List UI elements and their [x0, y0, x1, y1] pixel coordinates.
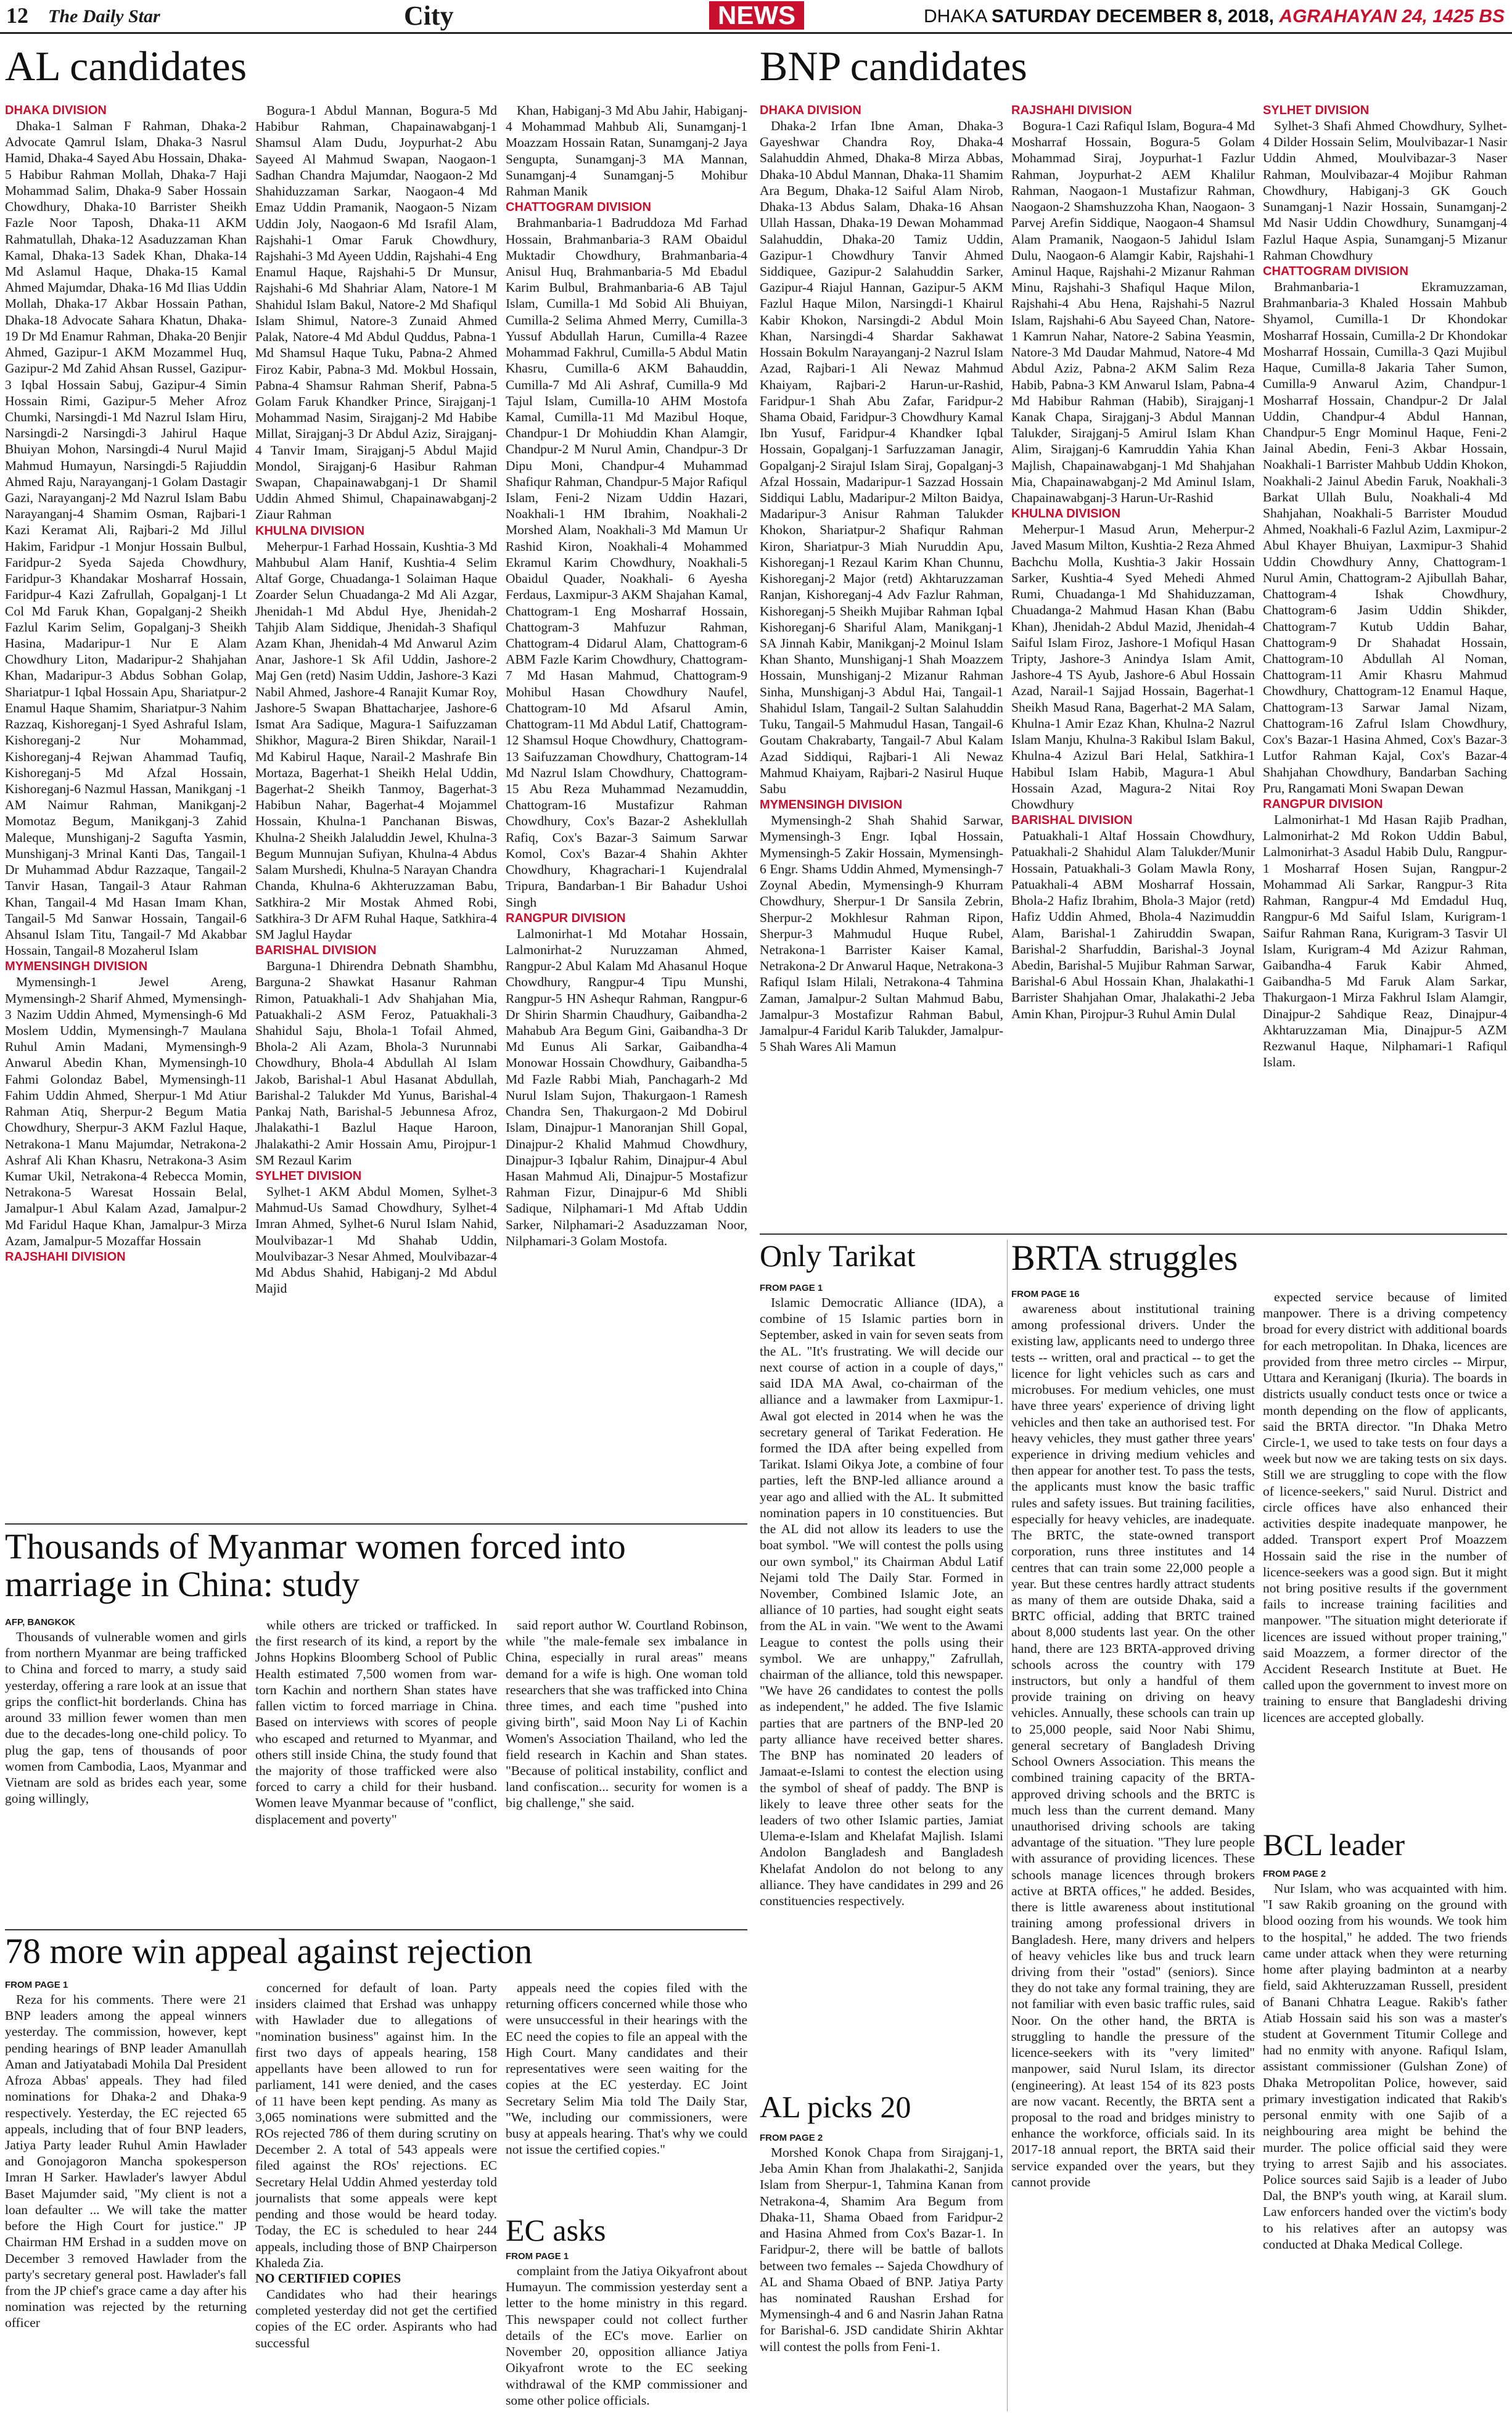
ec-headline: EC asks [506, 2213, 606, 2247]
bnp-column-1 [760, 102, 1003, 1225]
myanmar-column-2 [255, 1617, 497, 1925]
ec-column [506, 2251, 747, 2413]
candidate-list: Bogura-1 Abdul Mannan, Bogura-5 Md Habibur Rahman, Chapainawabganj-1 Shamsul Alam Dudu, Joypurhat-2 Abu Sayeed Al Mahmud Swapan, Naogaon-1 Sadhan Chandra Majumdar, Naogaon-2 Md Shahiduzzaman Sarkar, Naogaon-4 Md Emaz Uddin Pramanik, Naogaon-5 Nizam Uddin Joly, Naogaon-6 Md Israfil Alam, Rajshahi-1 Omar Faruk Chowdhury, Rajshahi-3 Md Ayeen Uddin, Rajshahi-4 Eng Enamul Haque, Rajshahi-5 Dr Munsur, Rajshahi-6 Md Shahriar Alam, Natore-1 M Shahidul Islam Bakul, Natore-2 Md Shafiqul Islam Shimul, Natore-3 Zunaid Ahmed Palak, Natore-4 Md Abdul Quddus, Pabna-1 Md Shamsul Haque Tuku, Pabna-2 Ahmed Firoz Kabir, Pabna-3 Md. Mokbul Hossain, Pabna-4 Shamsur Rahman Sherif, Pabna-5 Golam Faruk Khandker Prince, Sirajganj-1 Mohammad Nasim, Sirajganj-2 Md Habibe Millat, Sirajganj-3 Dr Abdul Aziz, Sirajganj-4 Tanvir Imam, Sirajganj-5 Abdul Majid Mondol, Sirajganj-6 Hasibur Rahman Swapan, Chapainawabganj-1 Dr Shamil Uddin Ahmed Shimul, Chapainawabganj-2 Ziaur Rahman [255, 103, 497, 522]
paper-name: The Daily Star [48, 6, 160, 27]
myanmar-byline: AFP, BANGKOK [5, 1617, 75, 1628]
dateline-city: DHAKA [923, 6, 987, 27]
division-heading: DHAKA DIVISION [760, 104, 861, 117]
bcl-headline: BCL leader [1263, 1827, 1405, 1862]
candidate-list: Brahmanbaria-1 Ekramuzzaman, Brahmanbaria-3 Khaled Hossain Mahbub Shyamol, Cumilla-1 Dr Khondokar Mosharraf Hossain, Cumilla-2 Dr Khondokar Mosharraf Hossain, Cumilla-3 Qazi Mujibul Haque, Cumilla-8 Jakaria Taher Sumon, Cumilla-9 Anwarul Azim, Chandpur-1 Mosharraf Hossain, Chandpur-2 Dr Jalal Uddin, Chandpur-4 Abdul Hannan, Chandpur-5 Engr Mominul Haque, Feni-2 Jainal Abedin, Feni-3 Akbar Hossain, Noakhali-1 Barrister Mahbub Uddin Khokon, Noakhali-2 Jainul Abedin Faruk, Noakhali-3 Barkat Ullah Bulu, Noakhali-4 Md Shahjahan, Noakhali-5 Barrister Moudud Ahmed, Noakhali-6 Fazlul Azim, Laxmipur-2 Abul Khayer Bhuiyan, Laxmipur-3 Shahid Uddin Chowdhury Anny, Chattogram-1 Nurul Amin, Chattogram-2 Ajibullah Bahar, Chattogram-4 Ishak Chowdhury, Chattogram-6 Jasim Uddin Shikder, Chattogram-7 Kutub Uddin Bahar, Chattogram-9 Dr Shahadat Hossain, Chattogram-10 Abdullah Al Noman, Chattogram-11 Amir Khasru Mahmud Chowdhury, Chattogram-12 Enamul Haque, Chattogram-13 Sarwar Jamal Nizam, Chattogram-16 Zafrul Islam Chowdhury, Cox's Bazar-1 Hasina Ahmed, Cox's Bazar-3 Lutfor Rahman Kajal, Cox's Bazar-4 Shahjahan Chowdhury, Bandarban Saching Pru, Rangamati Moni Swapan Dewan [1263, 279, 1507, 796]
division-heading: KHULNA DIVISION [255, 524, 365, 538]
appeal-column-1 [5, 1980, 247, 2411]
dateline-day: SATURDAY DECEMBER 8, 2018, [992, 6, 1274, 27]
bcl-from-page: FROM PAGE 2 [1263, 1869, 1326, 1879]
division-heading: SYLHET DIVISION [1263, 104, 1370, 117]
alpicks-text: Morshed Konok Chapa from Sirajganj-1, Jeba Amin Khan from Jhalakathi-2, Sanjida Islam from Sherpur-1, Tahmina Kanan from Netrakona-4, Shamim Ara Begum from Dhaka-11, Shama Obaed from Faridpur-2 and Hasina Ahmed from Cox's Bazar-1. In Faridpur-2, there will be battle of ballots between two females -- Sajeda Chowdhury of AL and Shama Obaed of BNP. Jatiya Party has nominated Raushan Ershad for Mymensingh-4 and 6 and Nasrin Jahan Ratna for Barishal-6. JSD candidate Shirin Akhtar will contest the polls from Feni-1. [760, 2145, 1003, 2354]
appeal-column-3 [506, 1980, 747, 2208]
myanmar-headline: Thousands of Myanmar women forced into marriage in China: study [5, 1526, 626, 1604]
candidate-list: Bogura-1 Cazi Rafiqul Islam, Bogura-4 Md Mosharraf Hossain, Bogura-5 Golam Mohammad Siraj, Joypurhat-1 Fazlur Rahman, Joypurhat-2 AEM Khalilur Rahman, Naogaon-1 Mustafizur Rahman, Naogaon-2 Shamshuzzoha Khan, Naogaon- 3 Parvej Arefin Siddique, Naogaon-4 Shamsul Alam Pramanik, Naogaon-5 Jahidul Islam Dulu, Naogaon-6 Alamgir Kabir, Rajshahi-1 Aminul Haque, Rajshahi-2 Mizanur Rahman Minu, Rajshahi-3 Shafiqul Haque Milon, Rajshahi-4 Abu Hena, Rajshahi-5 Nazrul Islam, Rajshahi-6 Abu Sayeed Chan, Natore-1 Kamrun Nahar, Natore-2 Sabina Yeasmin, Natore-3 Md Daudar Mahmud, Natore-4 Md Abdul Aziz, Pabna-2 AKM Salim Reza Habib, Pabna-3 KM Anwarul Islam, Pabna-4 Md Habibur Rahman (Habib), Sirajganj-1 Kanak Chapa, Sirajganj-3 Abdul Mannan Talukder, Sirajganj-5 Amirul Islam Khan Alim, Sirajganj-6 Kamruddin Yahia Khan Majlish, Chapainawabganj-1 Md Shahjahan Mia, Chapainawabganj-2 Md Aminul Islam, Chapainawabganj-3 Harun-Ur-Rashid [1011, 118, 1255, 506]
column-rule [1007, 1240, 1008, 2411]
bnp-headline: BNP candidates [760, 43, 1027, 89]
tarikat-column [760, 1283, 1003, 2085]
divider [760, 1233, 1507, 1235]
brta-text-1: awareness about institutional training among professional drivers. Under the existing law, applicants need to undergo three tests -- written, oral and practical -- to get the licence for light vehicles such as cars and microbuses. For medium vehicles, one must have three years' experience of driving light vehicles and then take an authorised test. For heavy vehicles, they must gather three years' experience in driving medium vehicles and then appear for another test. To pass the tests, the applicants must know the basic traffic rules and safety issues. But training facilities, especially for heavy vehicles, are inadequate. The BRTC, the state-owned transport corporation, runs three institutes and 14 centres that can train some 22,000 people a year. But these centres hardly attract students as many of them are outside Dhaka, said a BRTC official, adding that BRTC trained about 8,000 students last year. On the other hand, there are 123 BRTA-approved driving schools across the country with 179 instructors, but only a handful of them provide training on driving on heavy vehicles. Annually, these schools can train up to 25,000 people, said Noor Nabi Shimu, general secretary of Bangladesh Driving School Owners Association. This means the combined training capacity of the BRTA-approved driving schools and the BRTC is much less than the current demand. Many unauthorised driving schools are taking advantage of the situation. "They lure people with assurance of providing licences. These schools manage licences through brokers active at BRTA offices," he added. Besides, there is little awareness about institutional training among professional drivers in Bangladesh. Here, many drivers and helpers of heavy vehicles like bus and truck learn driving from their "ostad" (seniors). Since they do not take any formal training, they are not familiar with even basic traffic rules, said Noor. On the other hand, the BRTA is struggling to handle the pressure of the licence-seekers with its "very limited" manpower, said Nurul Islam, its director (engineering). At least 154 of its 823 posts are now vacant. Recently, the BRTA sent a proposal to the road and bridges ministry to enhance the workforce, officials said. In its 2017-18 annual report, the BRTA said their service expanded over the years, but they cannot provide [1011, 1301, 1255, 2189]
division-heading: MYMENSINGH DIVISION [760, 798, 903, 812]
dateline [924, 6, 1505, 27]
brta-from-page: FROM PAGE 16 [1011, 1289, 1080, 1299]
tarikat-from-page: FROM PAGE 1 [760, 1283, 823, 1293]
candidate-list: Sylhet-3 Shafi Ahmed Chowdhury, Sylhet-4 Dilder Hossain Selim, Moulvibazar-1 Nasir Uddin Ahmed, Moulvibazar-3 Naser Rahman, Moulvibazar-4 Mojibur Rahman Chowdhury, Habiganj-3 GK Gouch Sunamganj-1 Nazir Hossain, Sunamganj-2 Md Nasir Uddin Chowdhury, Sunamganj-4 Fazlul Haque Aspia, Sunamganj-5 Mizanur Rahman Chowdhury [1263, 118, 1507, 263]
dateline-bangla: AGRAHAYAN 24, 1425 BS [1279, 6, 1505, 27]
division-heading: DHAKA DIVISION [5, 104, 107, 117]
candidate-list: Meherpur-1 Farhad Hossain, Kushtia-3 Md Mahbubul Alam Hanif, Kushtia-4 Selim Altaf Gorge, Chuadanga-1 Solaiman Haque Zoarder Selun Chuadanga-2 Md Ali Azgar, Jhenidah-1 Md Abdul Hye, Jhenidah-2 Tahjib Alam Siddique, Jhenidah-3 Shafiqul Azam Khan, Jhenidah-4 Md Anwarul Azim Anar, Jashore-1 Sk Afil Uddin, Jashore-2 Maj Gen (retd) Nasim Uddin, Jashore-3 Kazi Nabil Ahmed, Jashore-4 Ranajit Kumar Roy, Jashore-5 Swapan Bhattacharjee, Jashore-6 Ismat Ara Sadique, Magura-1 Saifuzzaman Shikhor, Magura-2 Biren Shikdar, Narail-1 Md Kabirul Haque, Narail-2 Mashrafe Bin Mortaza, Bagerhat-1 Sheikh Helal Uddin, Bagerhat-2 Sheikh Tanmoy, Bagerhat-3 Habibun Nahar, Bagerhat-4 Mojammel Hossain, Khulna-1 Panchanan Biswas, Khulna-2 Sheikh Jalaluddin Jewel, Khulna-3 Begum Munnujan Sufiyan, Khulna-4 Abdus Salam Murshedi, Khulna-5 Narayan Chandra Chanda, Khulna-6 Akhteruzzaman Babu, Satkhira-2 Mir Mostak Ahmed Robi, Satkhira-3 Dr AFM Ruhal Haque, Satkhira-4 SM Jaglul Haydar [255, 538, 497, 942]
candidate-list: Lalmonirhat-1 Md Hasan Rajib Pradhan, Lalmonirhat-2 Md Rokon Uddin Babul, Lalmonirhat-3 Asadul Habib Dulu, Rangpur-1 Mosharraf Hosen Sujan, Rangpur-2 Mohammad Ali Sarkar, Rangpur-3 Rita Rahman, Rangpur-4 Md Emdadul Huq, Rangpur-6 Md Saiful Islam, Kurigram-1 Saifur Rahman Rana, Kurigram-3 Tasvir Ul Islam, Kurigram-4 Md Azizur Rahman, Gaibandha-4 Faruk Kabir Ahmed, Gaibandha-5 Md Faruk Alam Sarkar, Thakurgaon-1 Mirza Fakhrul Islam Alamgir, Dinajpur-2 Sahdique Reaz, Dinajpur-4 Akhtaruzzaman Mia, Dinajpur-5 AZM Rezwanul Haque, Nilphamari-1 Rafiqul Islam. [1263, 812, 1507, 1070]
division-heading: RANGPUR DIVISION [506, 911, 626, 925]
al-headline: AL candidates [5, 43, 247, 89]
page-number: 12 [6, 3, 28, 28]
appeal-text-2b: Candidates who had their hearings completed yesterday did not get the certified copies of the EC order. Aspirants who had successful [255, 2286, 497, 2350]
ec-from-page: FROM PAGE 1 [506, 2251, 569, 2262]
al-column-2 [255, 102, 497, 1515]
candidate-list: Brahmanbaria-1 Badruddoza Md Farhad Hossain, Brahmanbaria-3 RAM Obaidul Muktadir Chowdhury, Brahmanbaria-4 Anisul Huq, Brahmanbaria-5 Md Ebadul Karim Bulbul, Brahmanbaria-6 AB Tajul Islam, Cumilla-1 Md Sobid Ali Bhuiyan, Cumilla-2 Selima Ahmed Merry, Cumilla-3 Yussuf Abdullah Harun, Cumilla-4 Razee Mohammad Fakhrul, Cumilla-5 Abdul Matin Khasru, Cumilla-6 AKM Bahauddin, Cumilla-7 Md Ali Ashraf, Cumilla-9 Md Tajul Islam, Cumilla-10 AHM Mostofa Kamal, Cumilla-11 Md Mazibul Hoque, Chandpur-1 Dr Mohiuddin Khan Alamgir, Chandpur-2 M Nurul Amin, Chandpur-3 Dr Dipu Moni, Chandpur-4 Muhammad Shafiqur Rahman, Chandpur-5 Major Rafiqul Islam, Feni-2 Nizam Uddin Hazari, Noakhali-1 HM Ibrahim, Noakhali-2 Morshed Alam, Noakhali-3 Md Mamun Ur Rashid Kiron, Noakhali-4 Mohammed Ekramul Karim Chowdhury, Noakhali-5 Obaidul Quader, Noakhali- 6 Ayesha Ferdaus, Laxmipur-3 AKM Shajahan Kamal, Chattogram-1 Eng Mosharraf Hossain, Chattogram-3 Mahfuzur Rahman, Chattogram-4 Didarul Alam, Chattogram-6 ABM Fazle Karim Chowdhury, Chattogram-7 Md Hasan Mahmud, Chattogram-9 Mohibul Hasan Chowdhury Naufel, Chattogram-10 Md Afsarul Amin, Chattogram-11 Md Abdul Latif, Chattogram-12 Shamsul Hoque Chowdhury, Chattogram-13 Saifuzzaman Chowdhury, Chattogram-14 Md Nazrul Islam Chowdhury, Chattogram-15 Abu Reza Muhammad Nezamuddin, Chattogram-16 Mustafizur Rahman Chowdhury, Cox's Bazar-2 Asheklullah Rafiq, Cox's Bazar-3 Saimum Sarwar Komol, Cox's Bazar-4 Shahin Akhter Chowdhury, Khagrachari-1 Kujendralal Tripura, Bandarban-1 Bir Bahadur Ushoi Singh [506, 215, 747, 910]
appeal-text-1: Reza for his comments. There were 21 BNP leaders among the appeal winners yesterday. The commission, however, kept pending hearings of BNP leader Amanullah Aman and Jatiyatabadi Mohila Dal President Afroza Abbas' appeals. They had filed nominations for Dhaka-2 and Dhaka-9 respectively. Yesterday, the EC rejected 65 appeals, including that of four BNP leaders, Jatiya Party leader Ruhul Amin Hawlader and Gonojagoron Mancha spokesperson Imran H Sarker. Hawlader's lawyer Abdul Baset Majumder said, "My client is not a loan defaulter ... We will take the matter before the High Court for justice." JP Chairman HM Ershad in a sudden move on December 3 removed Hawlader from the party's secretary general post. Hawlader's fall from the JP chief's grace came a day after his nomination was rejected by the returning officer [5, 1992, 247, 2331]
appeal-subhead: NO CERTIFIED COPIES [255, 2270, 401, 2286]
division-heading: CHATTOGRAM DIVISION [1263, 264, 1408, 278]
appeal-column-2 [255, 1980, 497, 2411]
alpicks-from-page: FROM PAGE 2 [760, 2133, 823, 2143]
bnp-column-2 [1011, 102, 1255, 1225]
appeal-text-2: concerned for default of loan. Party insiders claimed that Ershad was unhappy with Hawlader due to allegations of "nomination business" against him. In the first two days of appeals hearing, 158 appellants have been allowed to run for parliament, 141 were denied, and the cases of 11 have been kept pending. As many as 3,065 nominations were submitted and the ROs rejected 786 of them during scrutiny on December 2. A total of 543 appeals were filed against the ROs' rejections. EC Secretary Helal Uddin Ahmed yesterday told journalists that some appeals were kept pending and those would be heard today. Today, the EC is scheduled to hear 244 appeals, including those of BNP Chairperson Khaleda Zia. [255, 1980, 497, 2270]
candidate-list: Lalmonirhat-1 Md Motahar Hossain, Lalmonirhat-2 Nuruzzaman Ahmed, Rangpur-2 Abul Kalam Md Ahasanul Hoque Chowdhury, Rangpur-4 Tipu Munshi, Rangpur-5 HN Ashequr Rahman, Rangpur-6 Dr Shirin Sharmin Chaudhury, Gaibandha-2 Mahabub Ara Begum Gini, Gaibandha-3 Dr Md Eunus Ali Sarkar, Gaibandha-4 Monowar Hossain Chowdhury, Gaibandha-5 Md Fazle Rabbi Miah, Panchagarh-2 Md Nurul Islam Sujon, Thakurgaon-1 Ramesh Chandra Sen, Thakurgaon-2 Md Dobirul Islam, Dinajpur-1 Manoranjan Shill Gopal, Dinajpur-2 Khalid Mahmud Chowdhury, Dinajpur-3 Iqbalur Rahim, Dinajpur-4 Abul Hasan Mahmud Ali, Dinajpur-5 Mostafizur Rahman Fizur, Dinajpur-6 Md Shibli Sadique, Nilphamari-1 Md Aftab Uddin Sarker, Nilphamari-2 Asaduzzaman Noor, Nilphamari-3 Golam Mostofa. [506, 926, 747, 1248]
candidate-list: Meherpur-1 Masud Arun, Meherpur-2 Javed Masum Milton, Kushtia-2 Reza Ahmed Bachchu Molla, Kushtia-3 Jakir Hossain Sarker, Kushtia-4 Syed Mehedi Ahmed Rumi, Chuadanga-1 Md Shahiduzzaman, Chuadanga-2 Mahmud Hasan Khan (Babu Khan), Jhenidah-2 Abdul Mazid, Jhenidah-4 Saiful Islam Firoz, Jashore-1 Mofiqul Hasan Tripty, Jashore-3 Anindya Islam Amit, Jashore-4 TS Ayub, Jashore-6 Abul Hossain Azad, Narail-1 Sajjad Hossain, Bagerhat-1 Sheikh Masud Rana, Bagerhat-2 MA Salam, Khulna-1 Amir Ezaz Khan, Khulna-2 Nazrul Islam Manju, Khulna-3 Rakibul Islam Bakul, Khulna-4 Azizul Bari Helal, Satkhira-1 Habibul Islam Habib, Magura-1 Abul Hossain Azad, Magura-2 Nitai Roy Chowdhury [1011, 522, 1255, 812]
appeal-text-3: appeals need the copies filed with the returning officers concerned while those who were unsuccessful in their hearings with the EC need the copies to file an appeal with the High Court. Many candidates and their representatives were seen waiting for the copies at the EC yesterday. EC Joint Secretary Selim Mia told The Daily Star, "We, including our commissioners, were busy at appeals hearing. That's why we could not issue the certified copies." [506, 1980, 747, 2157]
al-column-3 [506, 102, 747, 1515]
brta-column-1 [1011, 1289, 1255, 2413]
candidate-list: Sylhet-1 AKM Abdul Momen, Sylhet-3 Mahmud-Us Samad Chowdhury, Sylhet-4 Imran Ahmed, Sylhet-6 Nurul Islam Nahid, Moulvibazar-1 Md Shahab Uddin, Moulvibazar-3 Nesar Ahmed, Moulvibazar-4 Md Abdus Shahid, Habiganj-2 Md Abdul Majid [255, 1184, 497, 1296]
appeal-from-page: FROM PAGE 1 [5, 1980, 68, 1990]
brta-text-2: expected service because of limited manpower. There is a driving competency broad for every district with additional boards for each metropolitan. In Dhaka, licences are provided from three metro circles -- Mirpur, Uttara and Keraniganj (Ikuria). The boards in districts usually conduct tests once or twice a month depending on the flow of applicants, said the BRTA director. "In Dhaka Metro Circle-1, we used to take tests on four days a week but now we are taking tests on six days. Still we are struggling to cope with the flow of licence-seekers," said Nurul. District and circle offices have also enhanced their activities despite inadequate manpower, he added. Transport expert Prof Moazzem Hossain said the rise in the number of licence-seekers was a good sign. But it might not bring positive results if the government fails to increase training facilities and manpower. "The situation might deteriorate if licences are issued without proper training," said Moazzem, a former director of the Accident Research Institute at Buet. He called upon the government to invest more on training to ensure that Bangladeshi driving licences are accepted globally. [1263, 1290, 1507, 1725]
bcl-column [1263, 1869, 1507, 2413]
division-heading: BARISHAL DIVISION [255, 944, 377, 958]
al-column-1 [5, 102, 247, 1515]
division-heading: MYMENSINGH DIVISION [5, 960, 148, 974]
candidate-list: Dhaka-1 Salman F Rahman, Dhaka-2 Advocate Qamrul Islam, Dhaka-3 Nasrul Hamid, Dhaka-4 Sayed Abu Hossain, Dhaka-5 Habibur Rahman Mollah, Dhaka-7 Haji Mohammad Salim, Dhaka-9 Saber Hossain Chowdhury, Dhaka-10 Barrister Sheikh Fazle Noor Taposh, Dhaka-11 AKM Rahmatullah, Dhaka-12 Asaduzzaman Khan Kamal, Dhaka-13 Sadek Khan, Dhaka-14 Md Aslamul Haque, Dhaka-15 Kamal Ahmed Majumdar, Dhaka-16 Md Ilias Uddin Mollah, Dhaka-17 Akbar Hossain Pathan, Dhaka-18 Advocate Sahara Khatun, Dhaka-19 Dr Md Enamur Rahman, Dhaka-20 Benjir Ahmed, Gazipur-1 AKM Mozammel Huq, Gazipur-2 Md Zahid Ahsan Russel, Gazipur-3 Iqbal Hossain Sabuj, Gazipur-4 Simin Hossain Rimi, Gazipur-5 Meher Afroz Chumki, Narsingdi-1 Md Nazrul Islam Hiru, Narsingdi-2 Narsingdi-3 Jahirul Haque Bhuiyan Mohon, Narsingdi-4 Nurul Majid Mahmud Humayun, Narsingdi-5 Rajiuddin Ahmed Raju, Narayanganj-1 Golam Dastagir Gazi, Narayanganj-2 Md Nazrul Islam Babu Narayanganj-4 Shamim Osman, Rajbari-1 Kazi Keramat Ali, Rajbari-2 Md Jillul Hakim, Faridpur -1 Monjur Hossain Bulbul, Faridpur-2 Syeda Sajeda Chowdhury, Faridpur-3 Khandakar Mosharraf Hossain, Faridpur-4 Kazi Zafrullah, Gopalganj-1 Lt Col Md Faruk Khan, Gopalganj-2 Sheikh Fazlul Karim Selim, Gopalganj-3 Sheikh Hasina, Madaripur-1 Nur E Alam Chowdhury Liton, Madaripur-2 Shahjahan Khan, Madaripur-3 Abdus Sobhan Golap, Shariatpur-1 Iqbal Hossain Apu, Shariatpur-2 Enamul Haque Shamim, Shariatpur-3 Nahim Razzaq, Kishoreganj-1 Syed Ashraful Islam, Kishoreganj-2 Nur Mohammad, Kishoreganj-4 Rejwan Ahammad Taufiq, Kishoreganj-5 Md Afzal Hossain, Kishoreganj-6 Nazmul Hassan, Manikganj -1 AM Naimur Rahman, Manikganj-2 Momotaz Begum, Manikganj-3 Zahid Maleque, Munshiganj-2 Sagufta Yasmin, Munshiganj-3 Mrinal Kanti Das, Tangail-1 Dr Muhammad Abdur Razzaque, Tangail-2 Tanvir Hasan, Tangail-3 Ataur Rahman Khan, Tangail-4 Md Hasan Imam Khan, Tangail-5 Md Sanwar Hossain, Tangail-6 Ahsanul Islam Titu, Tangail-7 Md Akabbar Hossain, Tangail-8 Mozaherul Islam [5, 118, 247, 958]
appeal-headline: 78 more win appeal against rejection [5, 1931, 533, 1971]
divider [5, 1929, 747, 1930]
candidate-list: Mymensingh-1 Jewel Areng, Mymensingh-2 Sharif Ahmed, Mymensingh-3 Nazim Uddin Ahmed, Mymensingh-6 Md Moslem Uddin, Mymensingh-7 Maulana Ruhul Amin Madani, Mymensingh-9 Anwarul Abedin Khan, Mymensingh-10 Fahmi Golondaz Babel, Mymensingh-11 Fahim Uddin Ahmed, Sherpur-1 Md Atiur Rahman Atiq, Sherpur-2 Begum Matia Chowdhury, Sherpur-3 AKM Fazlul Haque, Netrakona-1 Manu Majumdar, Netrakona-2 Ashraf Ali Khan Khasru, Netrakona-3 Asim Kumar Ukil, Netrakona-4 Rebecca Momin, Netrakona-5 Waresat Hossain Belal, Jamalpur-1 Abul Kalam Azad, Jamalpur-2 Md Faridul Haque Khan, Jamalpur-3 Mirza Azam, Jamalpur-5 Mozaffar Hossain [5, 974, 247, 1248]
division-heading: BARISHAL DIVISION [1011, 813, 1133, 828]
division-heading: RAJSHAHI DIVISION [5, 1250, 126, 1264]
divider [5, 1523, 747, 1525]
candidate-list: Dhaka-2 Irfan Ibne Aman, Dhaka-3 Gayeshwar Chandra Roy, Dhaka-4 Salahuddin Ahmed, Dhaka-8 Mirza Abbas, Dhaka-10 Abdul Mannan, Dhaka-11 Shamim Ara Begum, Dhaka-12 Saiful Alam Nirob, Dhaka-13 Abdus Salam, Dhaka-16 Ahsan Ullah Hassan, Dhaka-19 Dewan Mohammad Salahuddin, Dhaka-20 Tamiz Uddin, Gazipur-1 Chowdhury Tanvir Ahmed Siddiquee, Gazipur-2 Salahuddin Sarker, Gazipur-4 Riajul Hannan, Gazipur-5 AKM Fazlul Haque Milon, Narsingdi-1 Khairul Kabir Khokon, Narsingdi-2 Abdul Moin Khan, Narsingdi-4 Shardar Sakhawat Hossain Bokulm Narayanganj-2 Nazrul Islam Azad, Rajbari-1 Ali Newaz Mahmud Khaiyam, Rajbari-2 Harun-ur-Rashid, Faridpur-1 Shah Abu Zafar, Faridpur-2 Shama Obaid, Faridpur-3 Chowdhury Kamal Ibn Yusuf, Faridpur-4 Khandker Iqbal Hossain, Gopalganj-1 Sarfuzzaman Janagir, Gopalganj-2 Sirajul Islam Siraj, Gopalganj-3 Afzal Hossain, Madaripur-1 Sazzad Hossain Siddiqui Lablu, Madaripur-2 Milton Baidya, Madaripur-3 Anisur Rahman Talukder Khokon, Shariatpur-2 Shafiqur Rahman Kiron, Shariatpur-3 Miah Nuruddin Apu, Kishoreganj-1 Rezaul Karim Khan Chunnu, Kishoreganj-2 Major (retd) Akhtaruzzaman Ranjan, Kishoreganj-4 Adv Fazlur Rahman, Kishoreganj-5 Sheikh Mujibar Rahman Iqbal Kishoreganj-6 Shariful Alam, Manikganj-1 SA Jinnah Kabir, Manikganj-2 Moinul Islam Khan Shanto, Munshiganj-1 Shah Moazzem Hossain, Munshiganj-2 Mizanur Rahman Sinha, Munshiganj-3 Abdul Hai, Tangail-1 Shahidul Islam, Tangail-2 Sultan Salahuddin Tuku, Tangail-5 Mahmudul Hasan, Tangail-6 Goutam Chakrabarty, Tangail-7 Abul Kalam Azad Siddiqui, Rajbari-1 Ali Newaz Mahmud Khaiyam, Rajbari-2 Nasirul Huque Sabu [760, 118, 1003, 796]
division-heading: CHATTOGRAM DIVISION [506, 200, 651, 215]
myanmar-text-2: while others are tricked or trafficked. In the first research of its kind, a report by the Johns Hopkins Bloomberg School of Public Health estimated 7,500 women from war-torn Kachin and northern Shan states have fallen victim to forced marriage in China. Based on interviews with scores of people who escaped and returned to Myanmar, and others still inside China, the study found that the majority of those trafficked were also forced to carry a child for their husband. Women leave Myanmar because of "conflict, displacement and poverty" [255, 1618, 497, 1827]
myanmar-text-3: said report author W. Courtland Robinson, while "the male-female sex imbalance in China, especially in rural areas" means demand for a wife is high. One woman told researchers that she was trafficked into China three times, and each time "pushed into giving birth", said Moon Nay Li of Kachin Women's Association Thailand, who led the field research in Kachin and Shan states. "Because of political instability, conflict and land confiscation... security for women is a big challenge," she said. [506, 1618, 747, 1811]
myanmar-text-1: Thousands of vulnerable women and girls from northern Myanmar are being trafficked to China and forced to marry, a study said yesterday, offering a rare look at an issue that grips the conflict-hit borderlands. China has around 33 million fewer women than men due to the decades-long one-child policy. To plug the gap, tens of thousands of poor women from Cambodia, Laos, Myanmar and Vietnam are sold as brides each year, some going willingly, [5, 1629, 247, 1806]
myanmar-column-1 [5, 1617, 247, 1925]
masthead [0, 0, 1512, 34]
tarikat-headline: Only Tarikat [760, 1238, 916, 1273]
bnp-column-3 [1263, 102, 1507, 1225]
candidate-list: Patuakhali-1 Altaf Hossain Chowdhury, Patuakhali-2 Shahidul Alam Talukder/Munir Hossain, Patuakhali-3 Golam Mawla Rony, Patuakhali-4 ABM Mosharraf Hossain, Bhola-2 Hafiz Ibrahim, Bhola-3 Major (retd) Hafiz Uddin Ahmed, Bhola-4 Nazimuddin Alam, Barishal-1 Zahiruddin Swapan, Barishal-2 Sharfuddin, Barishal-3 Joynal Abedin, Barishal-5 Mujibur Rahman Sarwar, Barishal-6 Abul Hossain Khan, Jhalakathi-1 Barrister Shahjahan Omar, Jhalakathi-2 Jeba Amin Khan, Pirojpur-3 Ruhul Amin Dulal [1011, 828, 1255, 1021]
ec-text: complaint from the Jatiya Oikyafront about Humayun. The commission yesterday sent a letter to the home ministry in this regard. This newspaper could not collect further details of the EC's move. Earlier on November 20, opposition alliance Jatiya Oikyafront wrote to the EC seeking withdrawal of the KMP commissioner and some other police officials. [506, 2263, 747, 2408]
division-heading: KHULNA DIVISION [1011, 507, 1121, 521]
division-heading: SYLHET DIVISION [255, 1169, 362, 1183]
candidate-list: Barguna-1 Dhirendra Debnath Shambhu, Barguna-2 Shawkat Hasanur Rahman Rimon, Patuakhali-1 Adv Shahjahan Mia, Patuakhali-2 ASM Feroz, Patuakhali-3 Shahidul Saju, Bhola-1 Tofail Ahmed, Bhola-2 Ali Azam, Bhola-3 Nurunnabi Chowdhury, Bhola-4 Abdullah Al Islam Jakob, Barishal-1 Abul Hasanat Abdullah, Barishal-2 Talukder Md Yunus, Barishal-4 Pankaj Nath, Barishal-5 Jebunnesa Afroz, Jhalakathi-1 Bazlul Haque Haroon, Jhalakathi-2 Amir Hossain Amu, Pirojpur-1 SM Rezaul Karim [255, 958, 497, 1167]
division-heading: RANGPUR DIVISION [1263, 797, 1383, 811]
alpicks-column [760, 2133, 1003, 2413]
brta-column-2 [1263, 1289, 1507, 1826]
candidate-list: Khan, Habiganj-3 Md Abu Jahir, Habiganj-4 Mohammad Mahbub Ali, Sunamganj-1 Moazzam Hossain Ratan, Sunamganj-2 Jaya Sengupta, Sunamganj-3 MA Mannan, Sunamganj-4 Sunamganj-5 Mohibur Rahman Manik [506, 103, 747, 199]
alpicks-headline: AL picks 20 [760, 2090, 911, 2124]
division-heading: RAJSHAHI DIVISION [1011, 104, 1132, 117]
candidate-list: Mymensingh-2 Shah Shahid Sarwar, Mymensingh-3 Engr. Iqbal Hossain, Mymensingh-5 Zakir Hossain, Mymensingh-6 Engr. Shams Uddin Ahmed, Mymensingh-7 Zoynal Abedin, Mymensingh-9 Khurram Chowdhury, Sherpur-1 Dr Sansila Zebrin, Sherpur-2 Mokhlesur Rahman Ripon, Sherpur-3 Mahmudul Huque Rubel, Netrakona-1 Barrister Kaiser Kamal, Netrakona-2 Dr Anwarul Haque, Netrakona-3 Rafiqul Islam Hilali, Netrakona-4 Tahmina Zaman, Jamalpur-2 Sultan Mahmud Babu, Jamalpur-3 Mostafizur Rahman Babul, Jamalpur-4 Faridul Karib Talukder, Jamalpur-5 Shah Wares Ali Mamun [760, 813, 1003, 1055]
brta-headline: BRTA struggles [1011, 1238, 1238, 1278]
myanmar-column-3 [506, 1617, 747, 1925]
news-label: NEWS [709, 1, 804, 30]
bcl-text: Nur Islam, who was acquainted with him. "I saw Rakib groaning on the ground with blood oozing from his wounds. We took him to the hospital," he added. The two friends came under attack when they were returning home after playing badminton at a nearby field, said Akhteruzzaman Russell, president of Banani Chhatra League. Rakib's father Atiab Hossain said his son was a master's student at Government Titumir College and had no enmity with anyone. Rafiqul Islam, assistant commissioner (Gulshan Zone) of Dhaka Metropolitan Police, however, said primary investigation indicated that Rakib's personal enmity with one Sajib of a neighbouring area might be behind the murder. The police official said they were trying to arrest Sajib and his associates. Police sources said Sajib is a leader of Jubo Dal, the BNP's youth wing, at Karail slum. Law enforcers handed over the victim's body to his relatives after an autopsy was conducted at Dhaka Medical College. [1263, 1881, 1507, 2252]
tarikat-text: Islamic Democratic Alliance (IDA), a combine of 15 Islamic parties born in September, asked in vain for seven seats from the AL. "It's frustrating. We will decide our next course of action in a couple of days," said IDA MA Awal, co-chairman of the alliance and a lawmaker from Laxmipur-1. Awal got elected in 2014 when he was the secretary general of Tarikat Federation. He formed the IDA after being expelled from Tarikat. Islami Oikya Jote, a combine of four parties, left the BNP-led alliance around a year ago and allied with the AL. It submitted nomination papers in 10 constituencies. But the AL did not allow its leaders to use the boat symbol. "We will contest the polls using our own symbol," its Chairman Abdul Latif Nejami told The Daily Star. Formed in November, Combined Islamic Jote, an alliance of 10 parties, had sought eight seats from the AL in vain. "We went to the Awami League to contest the polls using their symbol. We are unhappy," Zafrullah, chairman of the alliance, told this newspaper. "We have 26 candidates to contest the polls as independent," he added. The five Islamic parties that are partners of the BNP-led 20 party alliance have received better shares. The BNP has nominated 20 leaders of Jamaat-e-Islami to contest the election using the symbol of sheaf of paddy. The BNP is likely to leave three other seats for the leaders of two other Islamic parties, Jamiat Ulema-e-Islam and Khelafat Majlish. Islami Andolon Bangladesh and Bangladesh Khelafat Andolon do not belong to any alliance. They have candidates in 299 and 26 constituencies respectively. [760, 1295, 1003, 1909]
section-title: City [404, 1, 454, 31]
